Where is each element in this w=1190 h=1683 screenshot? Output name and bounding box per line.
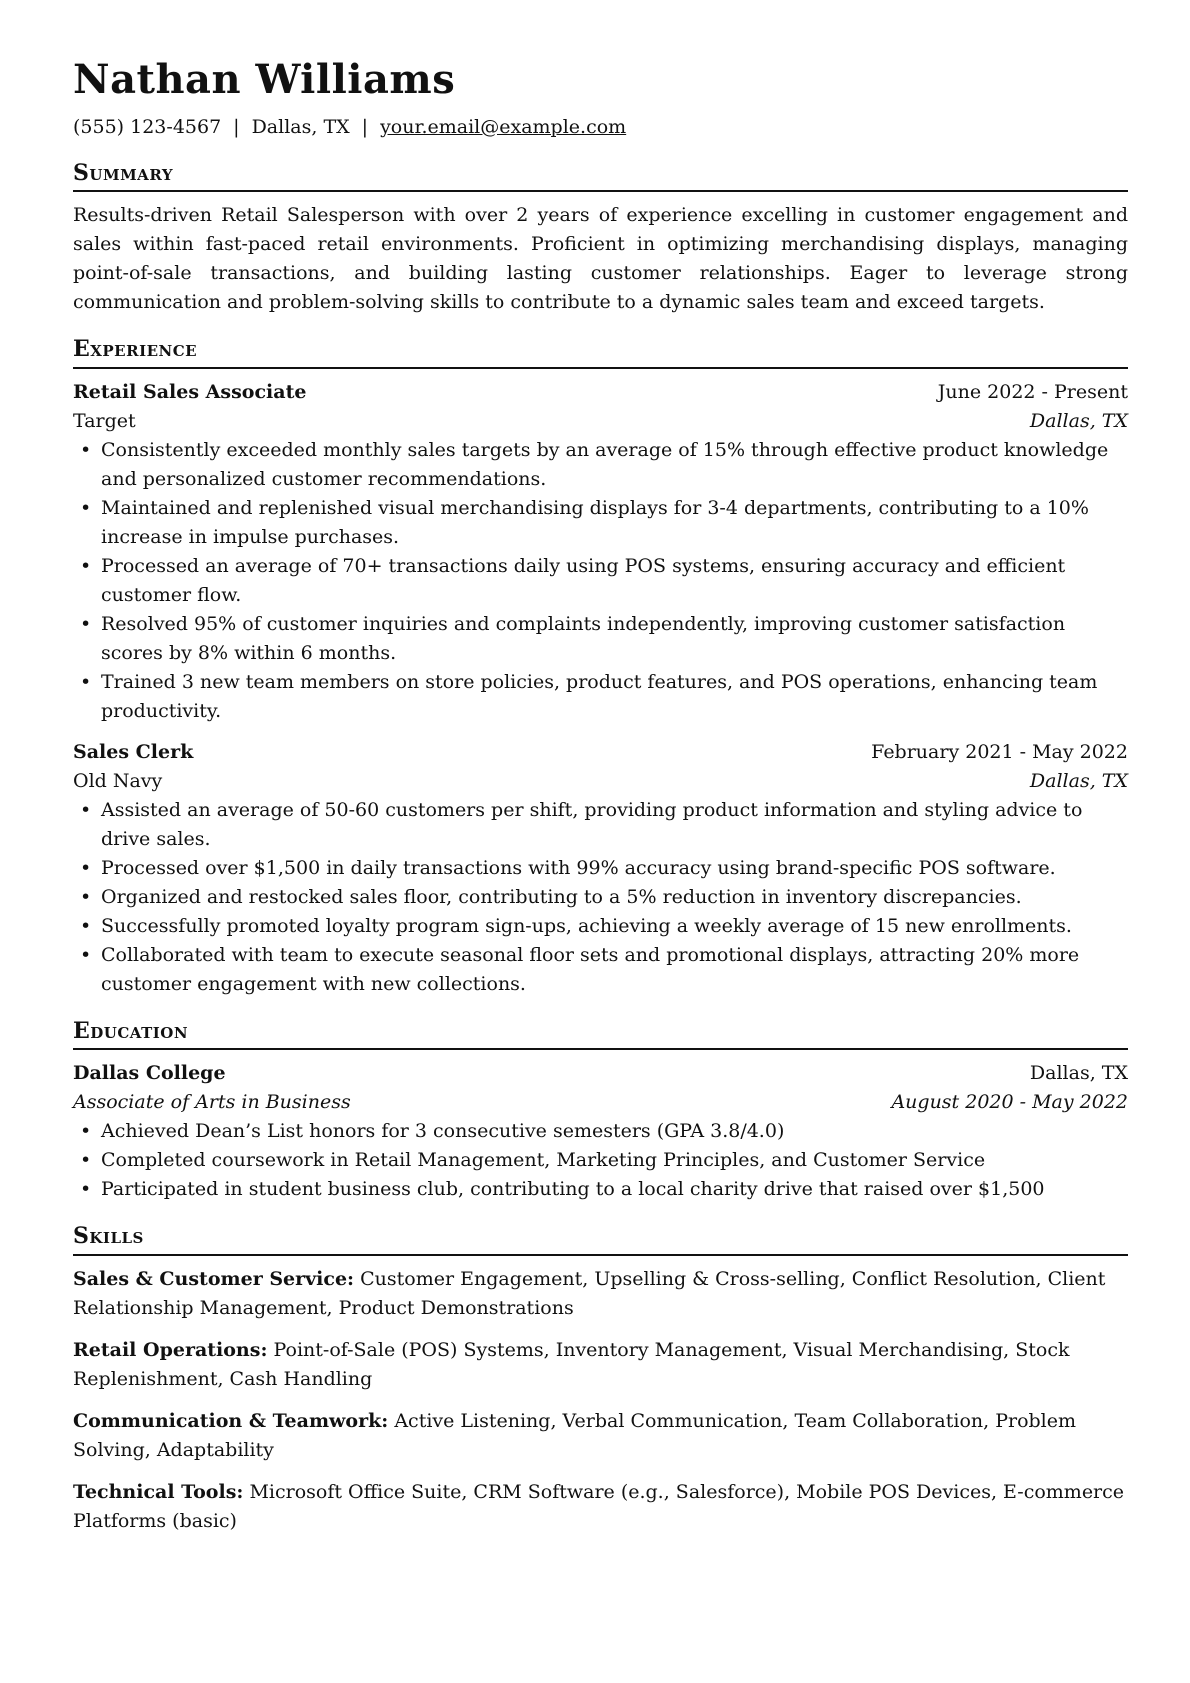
bullet-item: • Resolved 95% of customer inquiries and complaints independently, improving customer satisfaction scores by 8% within 6 months. bbox=[73, 610, 1128, 668]
school-name: Dallas College bbox=[73, 1062, 226, 1085]
bullet-item: • Processed an average of 70+ transactions daily using POS systems, ensuring accuracy and efficient customer flow. bbox=[73, 552, 1128, 610]
job-entry bbox=[73, 378, 1128, 726]
contact-separator: | bbox=[361, 116, 369, 138]
skill-label: Communication & Teamwork: bbox=[73, 1409, 389, 1432]
skill-group bbox=[73, 1407, 1128, 1465]
section-title-summary: Summary bbox=[73, 159, 1128, 193]
bullet-item: • Trained 3 new team members on store policies, product features, and POS operations, enhancing team productivity. bbox=[73, 668, 1128, 726]
job-location: Dallas, TX bbox=[1029, 769, 1128, 792]
skill-group bbox=[73, 1478, 1128, 1536]
skill-group bbox=[73, 1265, 1128, 1323]
skill-label: Retail Operations: bbox=[73, 1338, 268, 1361]
degree-name: Associate of Arts in Business bbox=[73, 1091, 351, 1114]
phone-number: (555) 123-4567 bbox=[73, 116, 222, 138]
bullet-item: • Completed coursework in Retail Management, Marketing Principles, and Customer Service bbox=[73, 1146, 1128, 1175]
bullet-item: • Consistently exceeded monthly sales targets by an average of 15% through effective product knowledge and personalized customer recommendations. bbox=[73, 436, 1128, 494]
skill-label: Sales & Customer Service: bbox=[73, 1267, 355, 1290]
contact-line bbox=[73, 114, 1128, 141]
location-text: Dallas, TX bbox=[251, 116, 350, 138]
school-location: Dallas, TX bbox=[1029, 1062, 1128, 1085]
bullet-item: • Achieved Dean’s List honors for 3 consecutive semesters (GPA 3.8/4.0) bbox=[73, 1117, 1128, 1146]
contact-separator: | bbox=[233, 116, 240, 138]
job-dates: February 2021 - May 2022 bbox=[871, 740, 1128, 763]
job-entry bbox=[73, 738, 1128, 999]
job-bullets bbox=[73, 796, 1128, 999]
education-dates: August 2020 - May 2022 bbox=[891, 1091, 1128, 1114]
skill-label: Technical Tools: bbox=[73, 1480, 244, 1503]
bullet-item: • Processed over $1,500 in daily transactions with 99% accuracy using brand-specific POS software. bbox=[73, 854, 1128, 883]
job-role: Retail Sales Associate bbox=[73, 380, 307, 403]
education-entry bbox=[73, 1059, 1128, 1204]
bullet-item: • Maintained and replenished visual merchandising displays for 3-4 departments, contributing to a 10% increase in impulse purchases. bbox=[73, 494, 1128, 552]
job-company: Target bbox=[73, 409, 136, 432]
bullet-item: • Organized and restocked sales floor, contributing to a 5% reduction in inventory discrepancies. bbox=[73, 883, 1128, 912]
candidate-name: Nathan Williams bbox=[73, 56, 456, 103]
summary-text: Results-driven Retail Salesperson with over 2 years of experience excelling in customer engagement and sales within fast-paced retail environments. Proficient in optimizing merchandising displays, managing point-of-sale transactions, and building lasting customer relationships. Eager to leverage strong communication and problem-solving skills to contribute to a dynamic sales team and exceed targets. bbox=[73, 204, 1128, 314]
section-title-experience: Experience bbox=[73, 335, 1128, 369]
job-location: Dallas, TX bbox=[1029, 409, 1128, 432]
bullet-item: • Collaborated with team to execute seasonal floor sets and promotional displays, attracting 20% more customer engagement with new collections. bbox=[73, 941, 1128, 999]
section-title-education: Education bbox=[73, 1017, 1128, 1051]
bullet-item: • Successfully promoted loyalty program sign-ups, achieving a weekly average of 15 new enrollments. bbox=[73, 912, 1128, 941]
section-title-skills: Skills bbox=[73, 1222, 1128, 1256]
job-company: Old Navy bbox=[73, 769, 163, 792]
job-role: Sales Clerk bbox=[73, 740, 194, 763]
job-bullets bbox=[73, 436, 1128, 726]
job-dates: June 2022 - Present bbox=[937, 380, 1128, 403]
skill-group bbox=[73, 1336, 1128, 1394]
skill-text: Customer Engagement, Upselling & Cross-selling, Conflict Resolution, Client Relationship Management, Product Demonstrations bbox=[73, 1267, 1106, 1319]
skill-text: Microsoft Office Suite, CRM Software (e.g., Salesforce), Mobile POS Devices, E-commerce Platforms (basic) bbox=[73, 1480, 1125, 1532]
email-link[interactable]: your.email@example.com bbox=[380, 116, 627, 138]
skill-text: Point-of-Sale (POS) Systems, Inventory Management, Visual Merchandising, Stock Replenishment, Cash Handling bbox=[73, 1338, 1070, 1390]
education-bullets bbox=[73, 1117, 1128, 1204]
bullet-item: • Participated in student business club, contributing to a local charity drive that raised over $1,500 bbox=[73, 1175, 1128, 1204]
skill-text: Active Listening, Verbal Communication, Team Collaboration, Problem Solving, Adaptability bbox=[73, 1409, 1077, 1461]
bullet-item: • Assisted an average of 50-60 customers per shift, providing product information and styling advice to drive sales. bbox=[73, 796, 1128, 854]
